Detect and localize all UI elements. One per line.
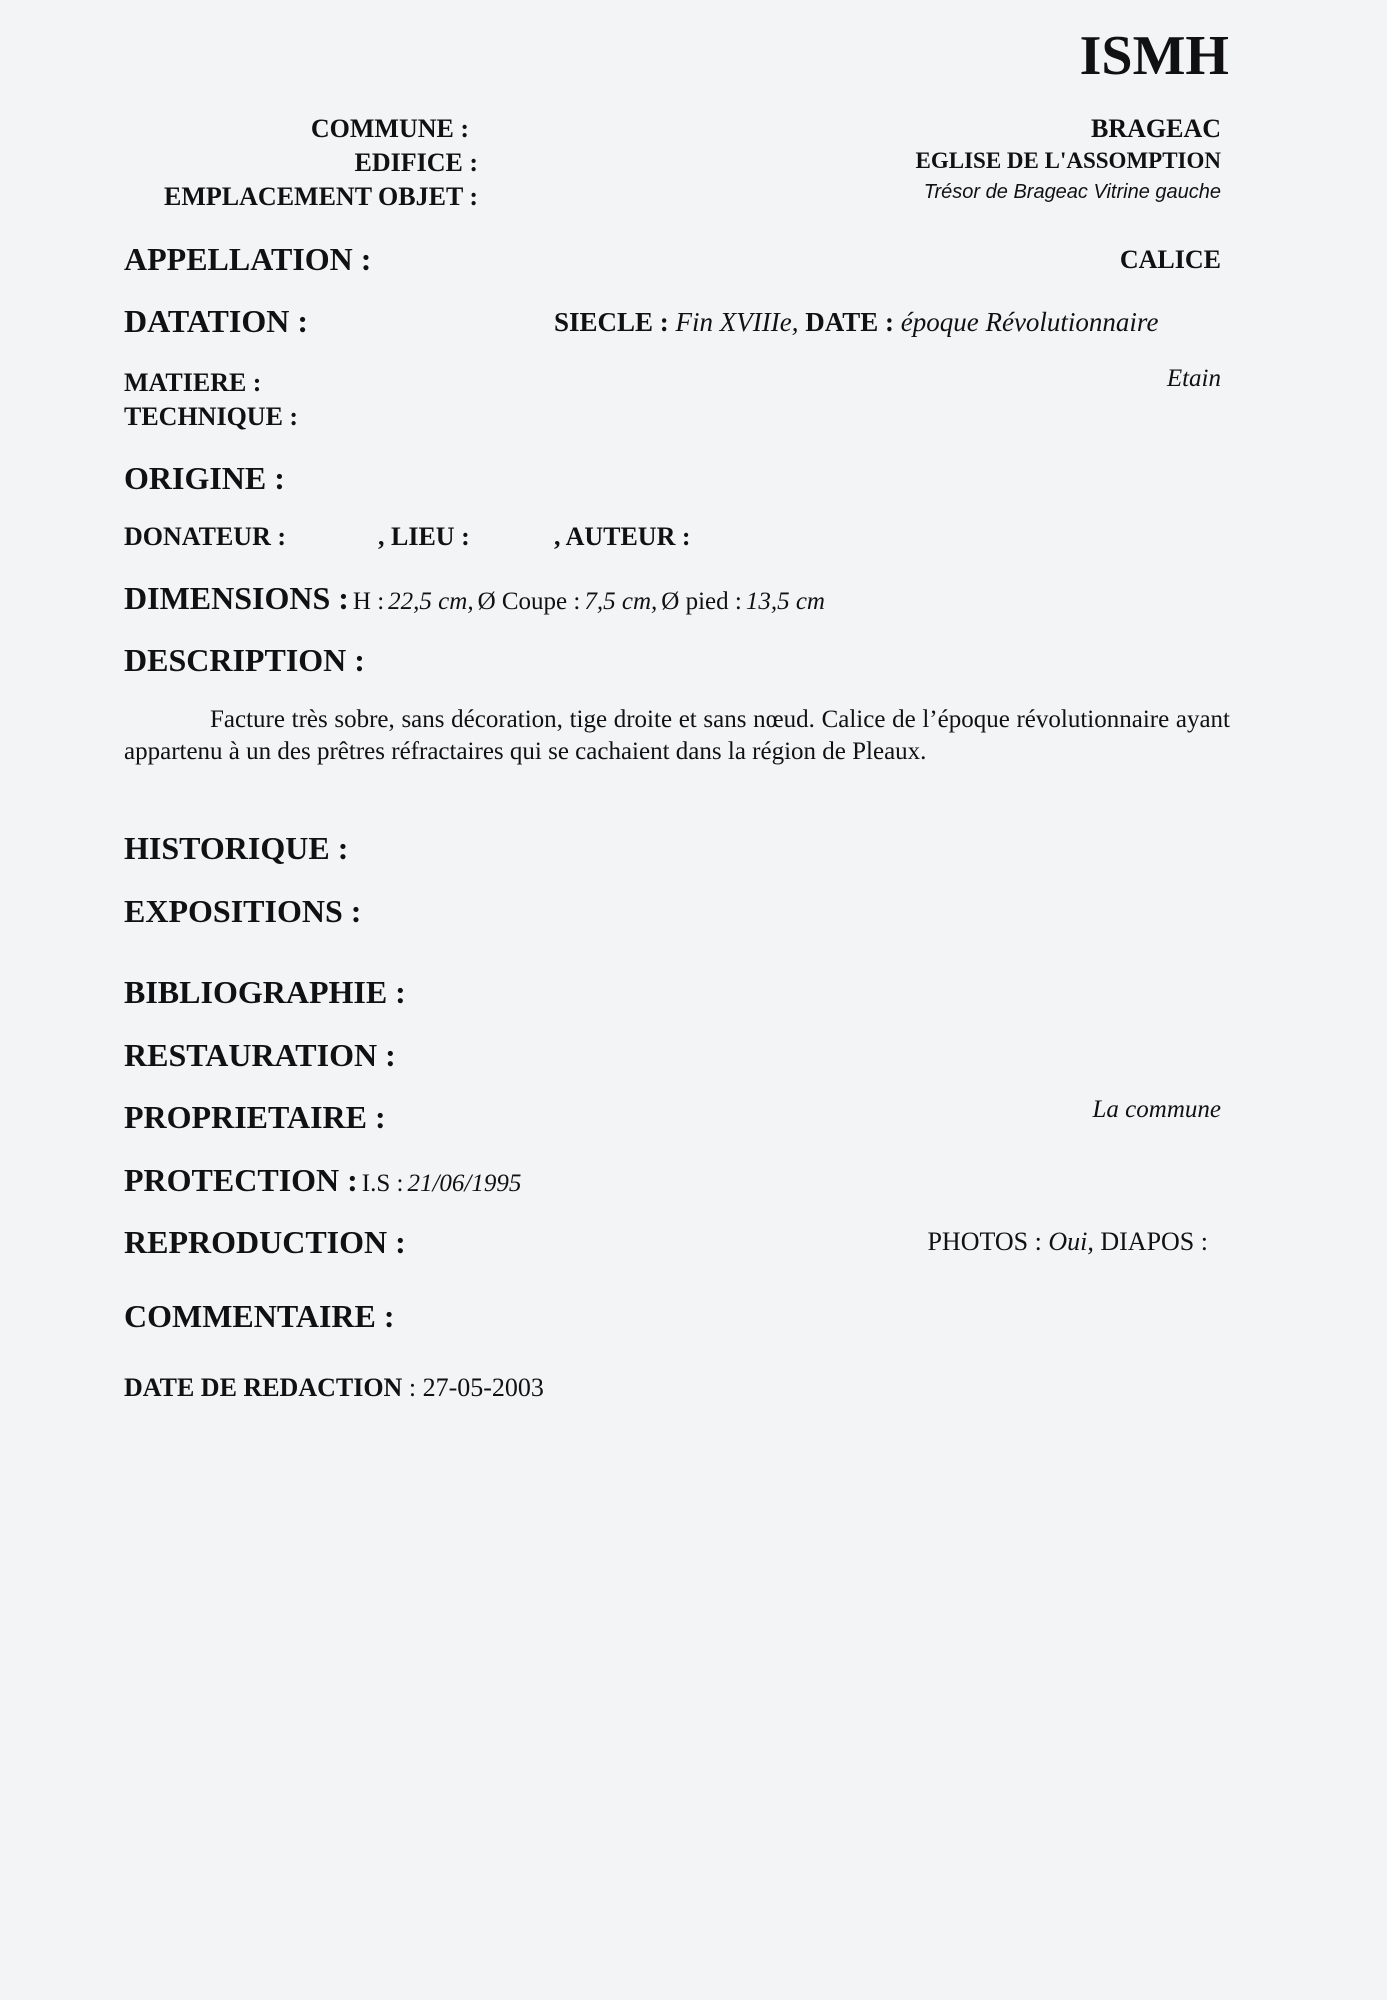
proprietaire-label: PROPRIETAIRE : <box>124 1099 386 1135</box>
datation-line <box>554 307 1158 338</box>
redaction-date: 27-05-2003 <box>422 1373 544 1402</box>
historique-label: HISTORIQUE : <box>124 830 349 866</box>
edifice-value: EGLISE DE L'ASSOMPTION <box>915 148 1221 173</box>
redaction-label: DATE DE REDACTION <box>124 1373 403 1402</box>
diapos-label: DIAPOS : <box>1100 1227 1208 1256</box>
commune-value: BRAGEAC <box>1090 114 1221 143</box>
donateur-label: DONATEUR : <box>124 522 287 551</box>
datation-label: DATATION : <box>124 303 308 339</box>
protection-type-label: I.S : <box>361 1170 404 1197</box>
commune-label: COMMUNE : <box>310 114 469 143</box>
dimension-h-label: H : <box>352 588 385 615</box>
restauration-label: RESTAURATION : <box>124 1037 396 1073</box>
description-label: DESCRIPTION : <box>124 642 365 678</box>
protection-label: PROTECTION : <box>124 1162 358 1198</box>
dimension-coupe-value: 7,5 cm, <box>584 588 658 615</box>
reproduction-details <box>927 1227 1208 1257</box>
proprietaire-value: La commune <box>1092 1096 1221 1123</box>
matiere-value: Etain <box>1166 365 1221 392</box>
siecle-value: Fin XVIIIe, <box>675 307 799 337</box>
dimensions-label: DIMENSIONS : <box>124 580 349 616</box>
emplacement-value: Trésor de Brageac Vitrine gauche <box>923 181 1221 203</box>
matiere-label: MATIERE : <box>124 368 262 397</box>
commentaire-label: COMMENTAIRE : <box>124 1298 395 1334</box>
dimension-pied-value: 13,5 cm <box>745 588 825 615</box>
siecle-label: SIECLE : <box>554 307 669 337</box>
date-value: époque Révolutionnaire <box>900 307 1159 337</box>
photos-value: Oui, <box>1048 1227 1094 1256</box>
dimension-coupe-label: Ø Coupe : <box>477 588 581 615</box>
expositions-label: EXPOSITIONS : <box>124 893 362 929</box>
reproduction-label: REPRODUCTION : <box>124 1224 406 1260</box>
redaction-line <box>124 1373 544 1403</box>
redaction-separator: : <box>402 1373 417 1402</box>
lieu-label: , LIEU : <box>378 522 470 551</box>
origine-label: ORIGINE : <box>124 460 285 496</box>
appellation-value: CALICE <box>1119 245 1221 274</box>
description-text <box>124 704 1230 768</box>
description-paragraph: Facture très sobre, sans décoration, tige droite et sans nœud. Calice de l’époque révolutionnaire ayant appartenu à un des prêtres réfractaires qui se cachaient dans la région de Pleaux. <box>124 706 1230 765</box>
appellation-label: APPELLATION : <box>124 241 372 277</box>
auteur-label: , AUTEUR : <box>554 522 691 551</box>
photos-label: PHOTOS : <box>927 1227 1042 1256</box>
dimensions-line <box>124 580 825 617</box>
edifice-label: EDIFICE : <box>354 148 478 177</box>
technique-label: TECHNIQUE : <box>124 402 299 431</box>
date-label: DATE : <box>805 307 894 337</box>
bibliographie-label: BIBLIOGRAPHIE : <box>124 974 406 1010</box>
protection-line <box>124 1162 521 1199</box>
emplacement-label: EMPLACEMENT OBJET : <box>164 182 478 211</box>
protection-date: 21/06/1995 <box>407 1170 522 1197</box>
dimension-pied-label: Ø pied : <box>661 588 742 615</box>
document-code: ISMH <box>1079 25 1229 87</box>
dimension-h-value: 22,5 cm, <box>388 588 474 615</box>
